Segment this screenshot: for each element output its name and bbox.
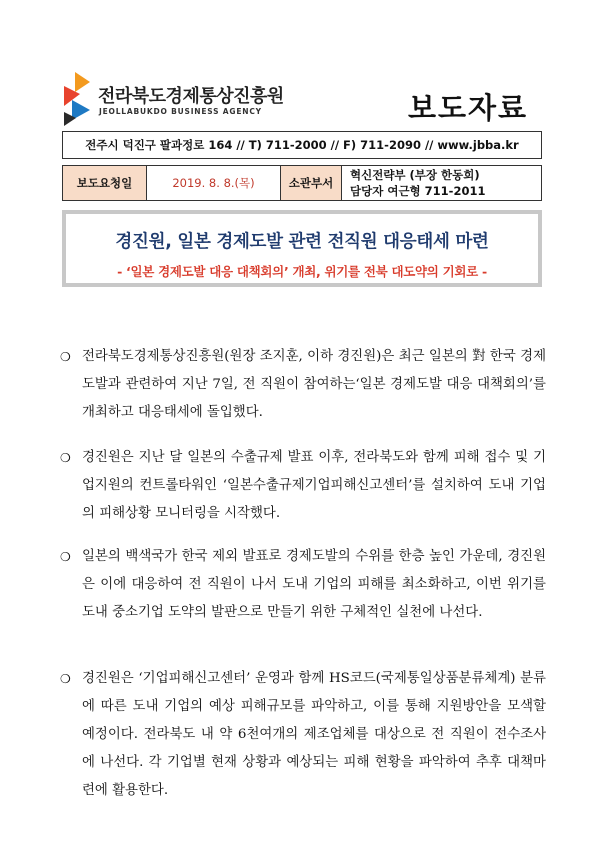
address-line: 전주시 덕진구 팔과정로 164 // T) 711-2000 // F) 711-2090 // www.jbba.kr — [62, 131, 542, 159]
department-label: 소관부서 — [281, 166, 342, 201]
bullet-icon: ❍ — [60, 350, 71, 364]
org-name-english: JEOLLABUKDO BUSINESS AGENCY — [99, 107, 262, 116]
headline-subtitle: - ‘일본 경제도발 대응 대책회의’ 개최, 위기를 전북 대도약의 기회로 - — [117, 264, 487, 279]
paragraph-text: 일본의 백색국가 한국 제외 발표로 경제도발의 수위를 한층 높인 가운데, 경진원은 이에 대응하여 전 직원이 나서 도내 기업의 피해를 최소화하고, 이번 위기를 도내 중소기업 도약의 발판으로 만들기 위한 구체적인 실천에 나선다. — [82, 549, 546, 620]
bullet-icon: ❍ — [60, 672, 71, 686]
department-info — [342, 166, 542, 201]
body-paragraph — [60, 665, 546, 805]
headline-title: 경진원, 일본 경제도발 관련 전직원 대응태세 마련 — [115, 232, 489, 252]
paragraph-text: 경진원은 ‘기업피해신고센터’ 운영과 함께 HS코드(국제통일상품분류체계) 분류에 따른 도내 기업의 예상 피해규모를 파악하고, 이를 통해 지원방안을 모색할 예정이다. 전라북도 내 약 6천여개의 제조업체를 대상으로 전 직원이 전수조사에 나선다. 각 기업별 현재 상황과 예상되는 피해 현황을 파악하여 추후 대책마련에 활용한다. — [82, 671, 546, 798]
request-date: 2019. 8. 8.(목) — [147, 166, 281, 201]
jbba-logo-icon — [62, 72, 92, 126]
body-paragraph — [60, 543, 546, 627]
contact-person: 담당자 여근형 711-2011 — [350, 184, 486, 198]
body-paragraph — [60, 444, 546, 528]
body-paragraph — [60, 343, 546, 427]
headline-box — [62, 210, 542, 287]
org-name: 전라북도경제통상진흥원 — [98, 86, 284, 107]
bullet-icon: ❍ — [60, 451, 71, 465]
press-info-table — [62, 165, 542, 201]
department-name: 혁신전략부 (부장 한동희) — [350, 168, 480, 182]
document-type-title: 보도자료 — [407, 91, 528, 125]
bullet-icon: ❍ — [60, 550, 71, 564]
request-date-label: 보도요청일 — [63, 166, 147, 201]
paragraph-text: 전라북도경제통상진흥원(원장 조지훈, 이하 경진원)은 최근 일본의 對 한국 경제도발과 관련하여 지난 7일, 전 직원이 참여하는‘일본 경제도발 대응 대책회의’를 개최하고 대응태세에 돌입했다. — [82, 349, 546, 420]
paragraph-text: 경진원은 지난 달 일본의 수출규제 발표 이후, 전라북도와 함께 피해 접수 및 기업지원의 컨트롤타워인 ‘일본수출규제기업피해신고센터’를 설치하여 도내 기업의 피해상황 모니터링을 시작했다. — [82, 450, 546, 521]
